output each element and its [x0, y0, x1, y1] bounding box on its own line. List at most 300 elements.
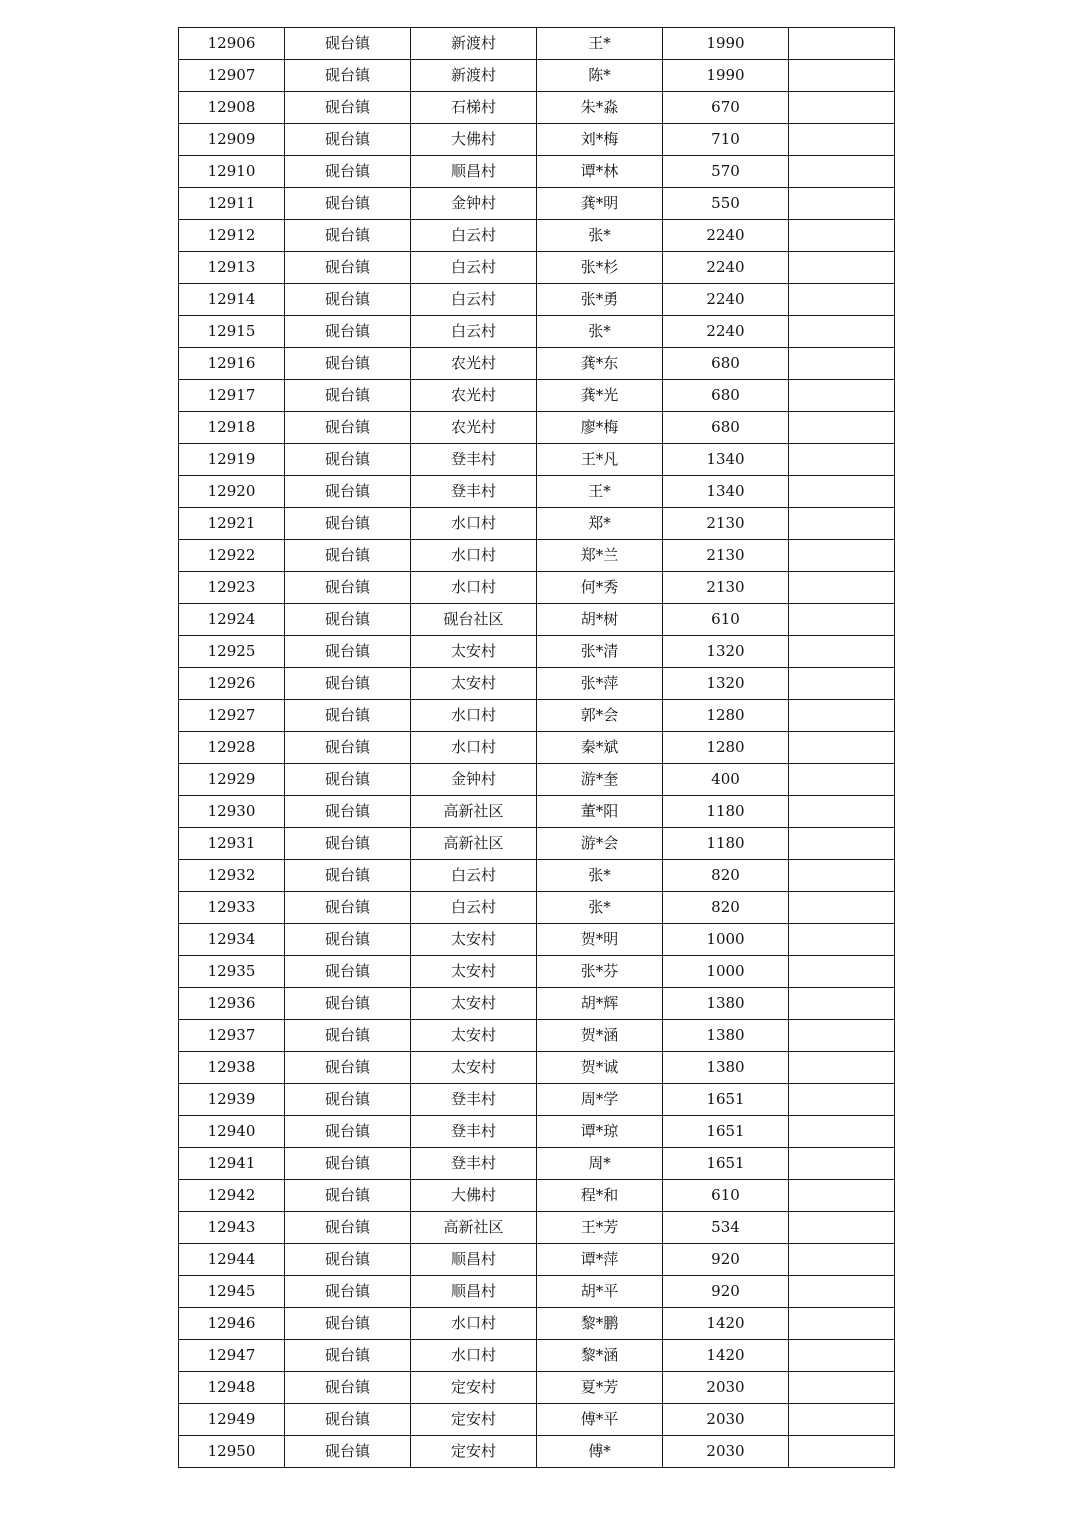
village-cell: 高新社区 [411, 796, 537, 828]
village-cell: 登丰村 [411, 476, 537, 508]
table-row [179, 1212, 895, 1244]
name-cell: 张* [537, 860, 663, 892]
remark-cell [789, 476, 895, 508]
town-cell: 砚台镇 [285, 604, 411, 636]
amount-cell: 534 [663, 1212, 789, 1244]
village-cell: 顺昌村 [411, 1244, 537, 1276]
remark-cell [789, 380, 895, 412]
remark-cell [789, 1372, 895, 1404]
table-row [179, 444, 895, 476]
name-cell: 秦*斌 [537, 732, 663, 764]
village-cell: 白云村 [411, 860, 537, 892]
name-cell: 王*凡 [537, 444, 663, 476]
town-cell: 砚台镇 [285, 1020, 411, 1052]
town-cell: 砚台镇 [285, 1116, 411, 1148]
town-cell: 砚台镇 [285, 1212, 411, 1244]
amount-cell: 2030 [663, 1372, 789, 1404]
table-row [179, 764, 895, 796]
remark-cell [789, 348, 895, 380]
remark-cell [789, 220, 895, 252]
table-row [179, 252, 895, 284]
table-row [179, 92, 895, 124]
amount-cell: 550 [663, 188, 789, 220]
town-cell: 砚台镇 [285, 284, 411, 316]
amount-cell: 610 [663, 604, 789, 636]
table-row [179, 1404, 895, 1436]
town-cell: 砚台镇 [285, 732, 411, 764]
name-cell: 谭*林 [537, 156, 663, 188]
village-cell: 太安村 [411, 668, 537, 700]
serial-number-cell: 12907 [179, 60, 285, 92]
village-cell: 太安村 [411, 988, 537, 1020]
name-cell: 张*萍 [537, 668, 663, 700]
town-cell: 砚台镇 [285, 220, 411, 252]
village-cell: 新渡村 [411, 60, 537, 92]
serial-number-cell: 12922 [179, 540, 285, 572]
town-cell: 砚台镇 [285, 700, 411, 732]
name-cell: 王*芳 [537, 1212, 663, 1244]
amount-cell: 2130 [663, 540, 789, 572]
amount-cell: 920 [663, 1276, 789, 1308]
town-cell: 砚台镇 [285, 1372, 411, 1404]
village-cell: 砚台社区 [411, 604, 537, 636]
village-cell: 太安村 [411, 1052, 537, 1084]
serial-number-cell: 12923 [179, 572, 285, 604]
serial-number-cell: 12921 [179, 508, 285, 540]
serial-number-cell: 12940 [179, 1116, 285, 1148]
serial-number-cell: 12947 [179, 1340, 285, 1372]
village-cell: 高新社区 [411, 1212, 537, 1244]
remark-cell [789, 1212, 895, 1244]
serial-number-cell: 12914 [179, 284, 285, 316]
table-row [179, 796, 895, 828]
amount-cell: 680 [663, 348, 789, 380]
remark-cell [789, 1052, 895, 1084]
remark-cell [789, 636, 895, 668]
town-cell: 砚台镇 [285, 412, 411, 444]
town-cell: 砚台镇 [285, 28, 411, 60]
table-row [179, 956, 895, 988]
village-cell: 白云村 [411, 220, 537, 252]
town-cell: 砚台镇 [285, 1404, 411, 1436]
remark-cell [789, 1020, 895, 1052]
name-cell: 郑* [537, 508, 663, 540]
amount-cell: 1180 [663, 828, 789, 860]
village-cell: 定安村 [411, 1436, 537, 1468]
serial-number-cell: 12933 [179, 892, 285, 924]
remark-cell [789, 732, 895, 764]
amount-cell: 820 [663, 860, 789, 892]
serial-number-cell: 12927 [179, 700, 285, 732]
amount-cell: 1280 [663, 732, 789, 764]
amount-cell: 2240 [663, 220, 789, 252]
village-cell: 定安村 [411, 1372, 537, 1404]
name-cell: 游*会 [537, 828, 663, 860]
village-cell: 水口村 [411, 572, 537, 604]
remark-cell [789, 1308, 895, 1340]
serial-number-cell: 12910 [179, 156, 285, 188]
village-cell: 白云村 [411, 892, 537, 924]
village-cell: 太安村 [411, 636, 537, 668]
table-row [179, 124, 895, 156]
remark-cell [789, 540, 895, 572]
table-row [179, 380, 895, 412]
town-cell: 砚台镇 [285, 764, 411, 796]
town-cell: 砚台镇 [285, 60, 411, 92]
town-cell: 砚台镇 [285, 572, 411, 604]
table-row [179, 668, 895, 700]
amount-cell: 1320 [663, 636, 789, 668]
serial-number-cell: 12906 [179, 28, 285, 60]
serial-number-cell: 12919 [179, 444, 285, 476]
village-cell: 水口村 [411, 700, 537, 732]
village-cell: 水口村 [411, 508, 537, 540]
village-cell: 定安村 [411, 1404, 537, 1436]
serial-number-cell: 12931 [179, 828, 285, 860]
village-cell: 白云村 [411, 284, 537, 316]
table-row [179, 1308, 895, 1340]
table-row [179, 1148, 895, 1180]
remark-cell [789, 572, 895, 604]
remark-cell [789, 668, 895, 700]
amount-cell: 1380 [663, 988, 789, 1020]
table-row [179, 412, 895, 444]
town-cell: 砚台镇 [285, 188, 411, 220]
town-cell: 砚台镇 [285, 1180, 411, 1212]
name-cell: 刘*梅 [537, 124, 663, 156]
name-cell: 谭*萍 [537, 1244, 663, 1276]
table-row [179, 1020, 895, 1052]
amount-cell: 1380 [663, 1020, 789, 1052]
serial-number-cell: 12934 [179, 924, 285, 956]
amount-cell: 920 [663, 1244, 789, 1276]
serial-number-cell: 12941 [179, 1148, 285, 1180]
remark-cell [789, 124, 895, 156]
name-cell: 夏*芳 [537, 1372, 663, 1404]
table-row [179, 220, 895, 252]
town-cell: 砚台镇 [285, 348, 411, 380]
amount-cell: 570 [663, 156, 789, 188]
village-cell: 顺昌村 [411, 156, 537, 188]
town-cell: 砚台镇 [285, 956, 411, 988]
town-cell: 砚台镇 [285, 924, 411, 956]
amount-cell: 1180 [663, 796, 789, 828]
remark-cell [789, 1084, 895, 1116]
town-cell: 砚台镇 [285, 1084, 411, 1116]
table-row [179, 60, 895, 92]
remark-cell [789, 188, 895, 220]
amount-cell: 2240 [663, 284, 789, 316]
serial-number-cell: 12912 [179, 220, 285, 252]
serial-number-cell: 12944 [179, 1244, 285, 1276]
town-cell: 砚台镇 [285, 380, 411, 412]
amount-cell: 680 [663, 412, 789, 444]
name-cell: 胡*平 [537, 1276, 663, 1308]
amount-cell: 1340 [663, 444, 789, 476]
remark-cell [789, 92, 895, 124]
town-cell: 砚台镇 [285, 92, 411, 124]
town-cell: 砚台镇 [285, 668, 411, 700]
table-row [179, 1180, 895, 1212]
name-cell: 龚*光 [537, 380, 663, 412]
serial-number-cell: 12928 [179, 732, 285, 764]
serial-number-cell: 12920 [179, 476, 285, 508]
town-cell: 砚台镇 [285, 124, 411, 156]
town-cell: 砚台镇 [285, 1276, 411, 1308]
amount-cell: 2240 [663, 252, 789, 284]
town-cell: 砚台镇 [285, 1148, 411, 1180]
remark-cell [789, 412, 895, 444]
amount-cell: 680 [663, 380, 789, 412]
serial-number-cell: 12943 [179, 1212, 285, 1244]
name-cell: 张*芬 [537, 956, 663, 988]
amount-cell: 1280 [663, 700, 789, 732]
village-cell: 金钟村 [411, 764, 537, 796]
village-cell: 太安村 [411, 924, 537, 956]
town-cell: 砚台镇 [285, 1308, 411, 1340]
remark-cell [789, 284, 895, 316]
remark-cell [789, 1404, 895, 1436]
remark-cell [789, 1276, 895, 1308]
name-cell: 王* [537, 476, 663, 508]
name-cell: 郭*会 [537, 700, 663, 732]
town-cell: 砚台镇 [285, 316, 411, 348]
name-cell: 廖*梅 [537, 412, 663, 444]
table-row [179, 540, 895, 572]
serial-number-cell: 12908 [179, 92, 285, 124]
name-cell: 王* [537, 28, 663, 60]
serial-number-cell: 12926 [179, 668, 285, 700]
name-cell: 贺*诚 [537, 1052, 663, 1084]
name-cell: 黎*涵 [537, 1340, 663, 1372]
remark-cell [789, 892, 895, 924]
amount-cell: 1000 [663, 924, 789, 956]
amount-cell: 820 [663, 892, 789, 924]
village-cell: 水口村 [411, 540, 537, 572]
village-cell: 大佛村 [411, 1180, 537, 1212]
table-row [179, 284, 895, 316]
name-cell: 张* [537, 316, 663, 348]
serial-number-cell: 12948 [179, 1372, 285, 1404]
serial-number-cell: 12949 [179, 1404, 285, 1436]
name-cell: 张* [537, 892, 663, 924]
name-cell: 游*奎 [537, 764, 663, 796]
remark-cell [789, 156, 895, 188]
name-cell: 傅* [537, 1436, 663, 1468]
amount-cell: 2240 [663, 316, 789, 348]
remark-cell [789, 828, 895, 860]
name-cell: 程*和 [537, 1180, 663, 1212]
village-cell: 农光村 [411, 380, 537, 412]
serial-number-cell: 12925 [179, 636, 285, 668]
serial-number-cell: 12929 [179, 764, 285, 796]
name-cell: 张*清 [537, 636, 663, 668]
name-cell: 周*学 [537, 1084, 663, 1116]
table-row [179, 1244, 895, 1276]
village-cell: 高新社区 [411, 828, 537, 860]
town-cell: 砚台镇 [285, 1436, 411, 1468]
amount-cell: 1320 [663, 668, 789, 700]
amount-cell: 1000 [663, 956, 789, 988]
remark-cell [789, 1244, 895, 1276]
village-cell: 水口村 [411, 1340, 537, 1372]
table-row [179, 1340, 895, 1372]
table-row [179, 508, 895, 540]
village-cell: 登丰村 [411, 1116, 537, 1148]
remark-cell [789, 860, 895, 892]
remark-cell [789, 60, 895, 92]
serial-number-cell: 12911 [179, 188, 285, 220]
remark-cell [789, 316, 895, 348]
serial-number-cell: 12909 [179, 124, 285, 156]
village-cell: 水口村 [411, 732, 537, 764]
name-cell: 龚*明 [537, 188, 663, 220]
table-row [179, 636, 895, 668]
remark-cell [789, 988, 895, 1020]
document-page [178, 27, 894, 1468]
amount-cell: 2030 [663, 1436, 789, 1468]
table-row [179, 1116, 895, 1148]
town-cell: 砚台镇 [285, 444, 411, 476]
amount-cell: 1651 [663, 1084, 789, 1116]
remark-cell [789, 508, 895, 540]
village-cell: 登丰村 [411, 1148, 537, 1180]
table-row [179, 892, 895, 924]
table-row [179, 572, 895, 604]
serial-number-cell: 12913 [179, 252, 285, 284]
remark-cell [789, 700, 895, 732]
town-cell: 砚台镇 [285, 988, 411, 1020]
table-row [179, 1372, 895, 1404]
name-cell: 张*勇 [537, 284, 663, 316]
serial-number-cell: 12918 [179, 412, 285, 444]
serial-number-cell: 12924 [179, 604, 285, 636]
village-cell: 新渡村 [411, 28, 537, 60]
serial-number-cell: 12915 [179, 316, 285, 348]
amount-cell: 1380 [663, 1052, 789, 1084]
table-row [179, 988, 895, 1020]
name-cell: 何*秀 [537, 572, 663, 604]
name-cell: 胡*辉 [537, 988, 663, 1020]
amount-cell: 710 [663, 124, 789, 156]
village-cell: 金钟村 [411, 188, 537, 220]
amount-cell: 1651 [663, 1116, 789, 1148]
village-cell: 太安村 [411, 1020, 537, 1052]
name-cell: 周* [537, 1148, 663, 1180]
name-cell: 陈* [537, 60, 663, 92]
table-row [179, 1276, 895, 1308]
town-cell: 砚台镇 [285, 476, 411, 508]
table-row [179, 348, 895, 380]
serial-number-cell: 12916 [179, 348, 285, 380]
table-row [179, 828, 895, 860]
name-cell: 黎*鹏 [537, 1308, 663, 1340]
serial-number-cell: 12917 [179, 380, 285, 412]
village-cell: 农光村 [411, 348, 537, 380]
amount-cell: 2030 [663, 1404, 789, 1436]
amount-cell: 1651 [663, 1148, 789, 1180]
town-cell: 砚台镇 [285, 252, 411, 284]
village-cell: 太安村 [411, 956, 537, 988]
village-cell: 水口村 [411, 1308, 537, 1340]
name-cell: 郑*兰 [537, 540, 663, 572]
amount-cell: 1990 [663, 28, 789, 60]
serial-number-cell: 12930 [179, 796, 285, 828]
amount-cell: 670 [663, 92, 789, 124]
remark-cell [789, 444, 895, 476]
name-cell: 贺*明 [537, 924, 663, 956]
town-cell: 砚台镇 [285, 828, 411, 860]
amount-cell: 2130 [663, 572, 789, 604]
remark-cell [789, 1148, 895, 1180]
table-row [179, 1436, 895, 1468]
table-row [179, 1084, 895, 1116]
table-row [179, 316, 895, 348]
town-cell: 砚台镇 [285, 508, 411, 540]
remark-cell [789, 956, 895, 988]
table-row [179, 604, 895, 636]
table-row [179, 1052, 895, 1084]
remark-cell [789, 796, 895, 828]
remark-cell [789, 1180, 895, 1212]
serial-number-cell: 12935 [179, 956, 285, 988]
town-cell: 砚台镇 [285, 860, 411, 892]
name-cell: 张*杉 [537, 252, 663, 284]
amount-cell: 1340 [663, 476, 789, 508]
serial-number-cell: 12942 [179, 1180, 285, 1212]
remark-cell [789, 1436, 895, 1468]
remark-cell [789, 604, 895, 636]
name-cell: 谭*琼 [537, 1116, 663, 1148]
village-cell: 登丰村 [411, 1084, 537, 1116]
town-cell: 砚台镇 [285, 1244, 411, 1276]
town-cell: 砚台镇 [285, 1340, 411, 1372]
table-row [179, 476, 895, 508]
table-row [179, 188, 895, 220]
town-cell: 砚台镇 [285, 1052, 411, 1084]
name-cell: 傅*平 [537, 1404, 663, 1436]
table-row [179, 860, 895, 892]
amount-cell: 610 [663, 1180, 789, 1212]
village-cell: 农光村 [411, 412, 537, 444]
name-cell: 胡*树 [537, 604, 663, 636]
name-cell: 龚*东 [537, 348, 663, 380]
amount-cell: 1420 [663, 1308, 789, 1340]
remark-cell [789, 764, 895, 796]
town-cell: 砚台镇 [285, 156, 411, 188]
serial-number-cell: 12937 [179, 1020, 285, 1052]
data-table [178, 27, 895, 1468]
amount-cell: 2130 [663, 508, 789, 540]
table-row [179, 732, 895, 764]
name-cell: 朱*淼 [537, 92, 663, 124]
town-cell: 砚台镇 [285, 892, 411, 924]
name-cell: 董*阳 [537, 796, 663, 828]
village-cell: 白云村 [411, 252, 537, 284]
table-row [179, 156, 895, 188]
name-cell: 贺*涵 [537, 1020, 663, 1052]
village-cell: 大佛村 [411, 124, 537, 156]
table-row [179, 28, 895, 60]
serial-number-cell: 12938 [179, 1052, 285, 1084]
serial-number-cell: 12946 [179, 1308, 285, 1340]
village-cell: 顺昌村 [411, 1276, 537, 1308]
table-row [179, 700, 895, 732]
amount-cell: 1420 [663, 1340, 789, 1372]
town-cell: 砚台镇 [285, 636, 411, 668]
amount-cell: 400 [663, 764, 789, 796]
remark-cell [789, 924, 895, 956]
